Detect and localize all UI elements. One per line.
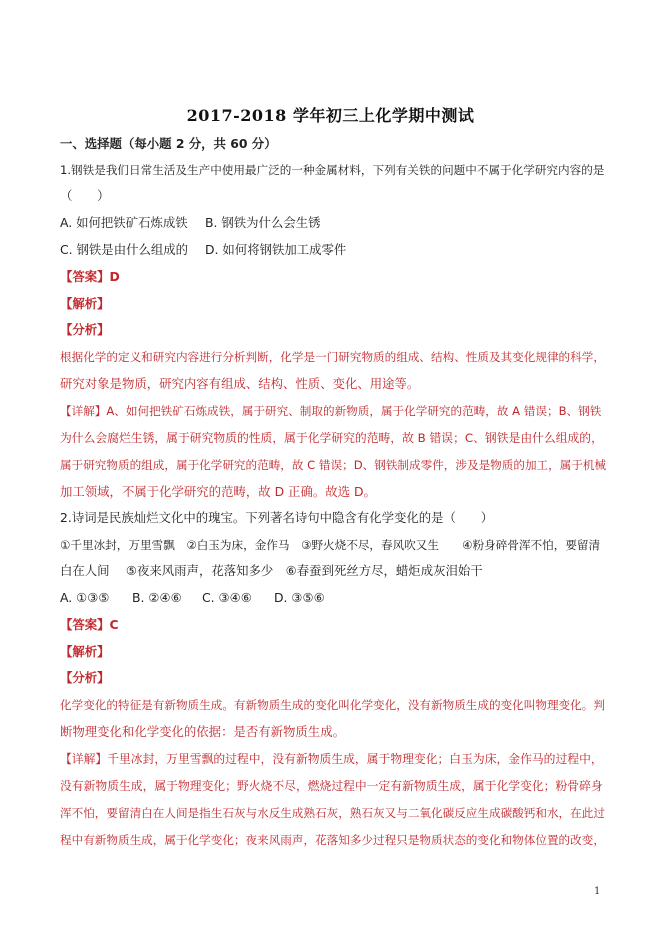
q2-option-c: C. ③④⑥: [202, 590, 252, 605]
q1-option-d: D. 如何将钢铁加工成零件: [205, 242, 347, 257]
q1-stem-line2: （ ）: [60, 188, 110, 203]
q1-options-row2: [60, 240, 605, 260]
q1-options-row1: [60, 213, 605, 233]
q2-answer: 【答案】C: [60, 617, 119, 632]
q1-option-c: C. 钢铁是由什么组成的: [60, 242, 189, 257]
q1-fenxi-label: 【分析】: [60, 322, 110, 337]
q1-fenxi-line2: 研究对象是物质，研究内容有组成、结构、性质、变化、用途等。: [60, 376, 420, 391]
q1-option-a: A. 如何把铁矿石炼成铁: [60, 215, 188, 230]
q1-answer: 【答案】D: [60, 269, 120, 284]
page-title: 2017-2018 学年初三上化学期中测试: [186, 106, 475, 125]
q2-options-row: [60, 588, 605, 608]
q1-stem-line1: 1.钢铁是我们日常生活及生产中使用最广泛的一种金属材料，下列有关铁的问题中不属于化学研究内容的是: [60, 163, 605, 177]
q2-poem-line2: 白在人间 ⑤夜来风雨声，花落知多少 ⑥春蚕到死丝方尽，蜡炬成灰泪始干: [60, 563, 483, 578]
q2-jiexi-label: 【解析】: [60, 644, 110, 659]
page-number: 1: [594, 886, 601, 897]
q2-option-a: A. ①③⑤: [60, 590, 110, 605]
section-header: 一、选择题（每小题 2 分，共 60 分）: [60, 136, 277, 151]
q1-xiangjie-line1: 【详解】A、如何把铁矿石炼成铁，属于研究、制取的新物质，属于化学研究的范畴，故 A 错误；B、钢铁: [60, 404, 602, 418]
q2-xiangjie-line2: 没有新物质生成，属于物理变化；野火烧不尽，燃烧过程中一定有新物质生成，属于化学变化；粉骨碎身: [60, 779, 603, 793]
q1-xiangjie-line3: 属于研究物质的组成，属于化学研究的范畴，故 C 错误；D、钢铁制成零件，涉及是物质的加工，属于机械: [60, 458, 607, 472]
q2-fenxi-label: 【分析】: [60, 670, 110, 685]
q1-xiangjie-line2: 为什么会腐烂生锈，属于研究物质的性质，属于化学研究的范畴，故 B 错误；C、钢铁是由什么组成的，: [60, 431, 603, 445]
q2-fenxi-line2: 断物理变化和化学变化的依据：是否有新物质生成。: [60, 724, 345, 739]
q2-xiangjie-line3: 浑不怕，要留清白在人间是指生石灰与水反生成熟石灰，熟石灰又与二氧化碳反应生成碳酸钙和水，在此过: [60, 806, 605, 820]
q2-xiangjie-line4: 程中有新物质生成，属于化学变化；夜来风雨声，花落知多少过程只是物质状态的变化和物体位置的改变，: [60, 833, 605, 847]
q1-jiexi-label: 【解析】: [60, 296, 110, 311]
q1-fenxi-line1: 根据化学的定义和研究内容进行分析判断，化学是一门研究物质的组成、结构、性质及其变化规律的科学，: [60, 350, 605, 364]
q2-xiangjie-line1: 【详解】千里冰封，万里雪飘的过程中，没有新物质生成，属于物理变化；白玉为床，金作马的过程中，: [60, 752, 603, 766]
q2-option-b: B. ②④⑥: [132, 590, 182, 605]
q1-option-b: B. 钢铁为什么会生锈: [205, 215, 321, 230]
q1-xiangjie-line4: 加工领域，不属于化学研究的范畴，故 D 正确。故选 D。: [60, 484, 376, 499]
q2-option-d: D. ③⑤⑥: [274, 590, 325, 605]
q2-fenxi-line1: 化学变化的特征是有新物质生成。有新物质生成的变化叫化学变化，没有新物质生成的变化叫物理变化。判: [60, 698, 605, 712]
q2-poem-line1: ①千里冰封，万里雪飘 ②白玉为床，金作马 ③野火烧不尽，春风吹又生 ④粉身碎骨浑不怕，要留清: [60, 538, 601, 552]
q2-stem: 2.诗词是民族灿烂文化中的瑰宝。下列著名诗句中隐含有化学变化的是（ ）: [60, 510, 494, 525]
